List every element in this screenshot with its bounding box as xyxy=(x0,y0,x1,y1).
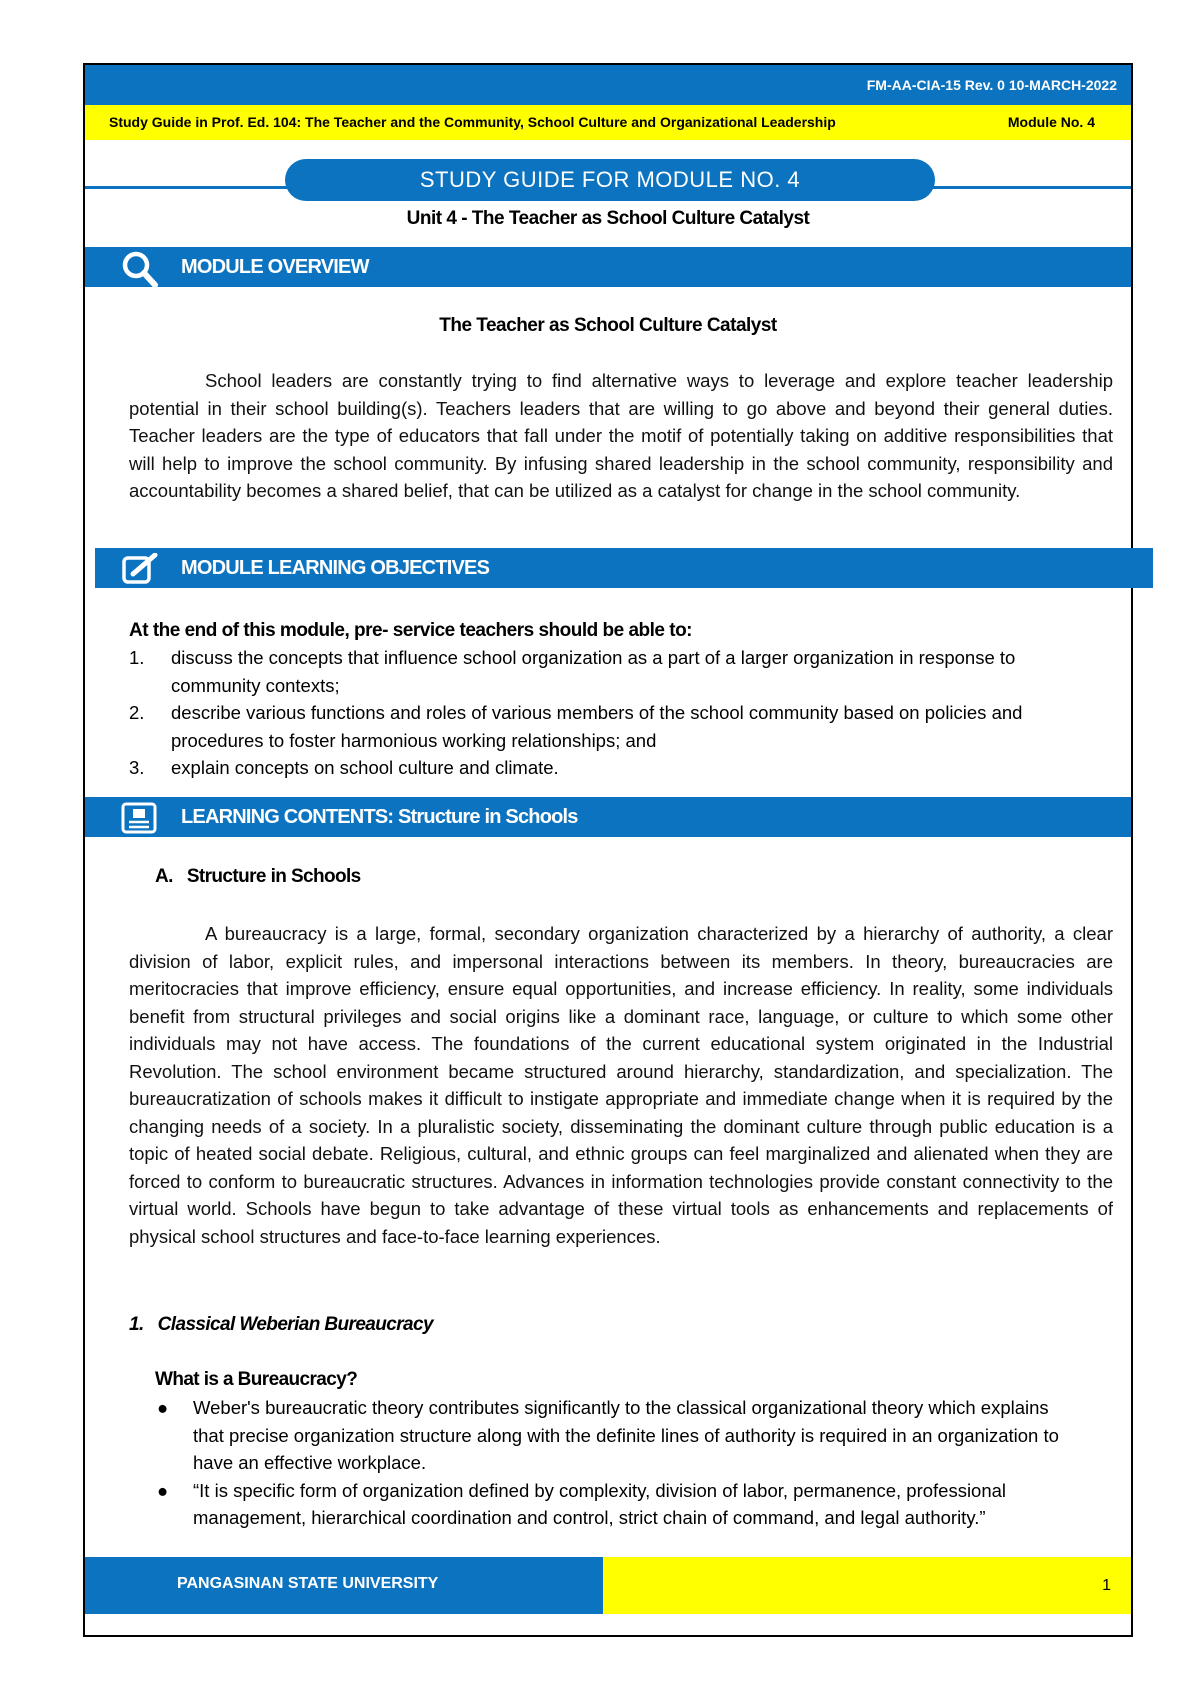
header-yellow-bar xyxy=(85,105,1131,140)
section-label: MODULE OVERVIEW xyxy=(181,256,369,278)
section-bar-contents xyxy=(85,797,1131,837)
header-blue-bar xyxy=(85,65,1131,105)
section-bar-objectives xyxy=(95,548,1153,588)
item-number: 3. xyxy=(129,757,145,778)
study-guide-banner: STUDY GUIDE FOR MODULE NO. 4 xyxy=(285,159,935,201)
item-text: Weber's bureaucratic theory contributes significantly to the classical organizational theory which explains that precise organization structure along with the definite lines of authority is required in an organization to have an effective workplace. xyxy=(193,1397,1059,1473)
university-name: PANGASINAN STATE UNIVERSITY xyxy=(177,1575,439,1592)
footer-yellow-bar xyxy=(603,1557,1131,1614)
unit-title: Unit 4 - The Teacher as School Culture Catalyst xyxy=(406,208,810,229)
item-text: discuss the concepts that influence school organization as a part of a larger organization in response to community contexts; xyxy=(171,647,1016,696)
subsection-heading: A. Structure in Schools xyxy=(155,866,361,887)
list-item xyxy=(129,754,1089,782)
magnifier-icon xyxy=(119,249,167,295)
section-label: MODULE LEARNING OBJECTIVES xyxy=(181,557,490,579)
module-number: Module No. 4 xyxy=(1007,114,1095,130)
bullet-list xyxy=(155,1394,1075,1532)
course-title: Study Guide in Prof. Ed. 104: The Teacher and the Community, School Culture and Organizational Leadership xyxy=(109,114,836,130)
pencil-square-icon xyxy=(121,553,161,591)
overview-heading: The Teacher as School Culture Catalyst xyxy=(439,315,777,336)
question-heading: What is a Bureaucracy? xyxy=(155,1369,358,1390)
form-code: FM-AA-CIA-15 Rev. 0 10-MARCH-2022 xyxy=(866,77,1117,93)
section-bar-overview xyxy=(85,247,1131,287)
bullet-icon: ● xyxy=(157,1397,169,1418)
section-label: LEARNING CONTENTS: Structure in Schools xyxy=(181,806,578,828)
list-item xyxy=(155,1394,1075,1477)
objectives-intro: At the end of this module, pre- service teachers should be able to: xyxy=(129,620,693,641)
item-number: 2. xyxy=(129,702,145,723)
item-text: explain concepts on school culture and climate. xyxy=(171,757,559,778)
list-item xyxy=(155,1477,1075,1532)
contents-paragraph: A bureaucracy is a large, formal, secondary organization characterized by a hierarchy of authority, a clear division of labor, explicit rules, and impersonal interactions between its members. In theory, bureaucracies are meritocracies that improve efficiency, ensure equal opportunities, and increase efficiency. In reality, some individuals benefit from structural privileges and social origins like a dominant race, language, or culture to which some other individuals may not have access. The foundations of the current educational system originated in the Industrial Revolution. The school environment became structured around hierarchy, standardization, and specialization. The bureaucratization of schools makes it difficult to instigate appropriate and immediate change when it is required by the changing needs of a society. In a pluralistic society, disseminating the dominant culture through public education is a topic of heated social debate. Religious, cultural, and ethnic groups can feel marginalized and alienated when they are forced to conform to bureaucratic structures. Advances in information technologies provide constant connectivity to the virtual world. Schools have begun to take advantage of these virtual tools as enhancements and replacements of physical school structures and face-to-face learning experiences. xyxy=(129,923,1113,1247)
bullet-icon: ● xyxy=(157,1479,169,1501)
objectives-list xyxy=(129,644,1089,782)
subsection-heading: 1. Classical Weberian Bureaucracy xyxy=(129,1314,433,1335)
item-text: describe various functions and roles of various members of the school community based on policies and procedures to foster harmonious working relationships; and xyxy=(171,702,1023,751)
item-number: 1. xyxy=(129,647,145,668)
page-number: 1 xyxy=(1102,1577,1111,1594)
overview-paragraph: School leaders are constantly trying to find alternative ways to leverage and explore teacher leadership potential in their school building(s). Teachers leaders that are willing to go above and beyond their general duties. Teacher leaders are the type of educators that fall under the motif of potentially taking on additive responsibilities that will help to improve the school community. By infusing shared leadership in the school community, responsibility and accountability becomes a shared belief, that can be utilized as a catalyst for change in the school community. xyxy=(129,370,1113,501)
item-text: “It is specific form of organization defined by complexity, division of labor, permanence, professional management, hierarchical coordination and control, strict chain of command, and legal authority.” xyxy=(193,1479,1007,1528)
footer-blue-bar xyxy=(85,1557,603,1614)
document-icon xyxy=(121,802,161,840)
list-item xyxy=(129,644,1089,699)
module-page xyxy=(83,63,1133,1637)
list-item xyxy=(129,699,1089,754)
